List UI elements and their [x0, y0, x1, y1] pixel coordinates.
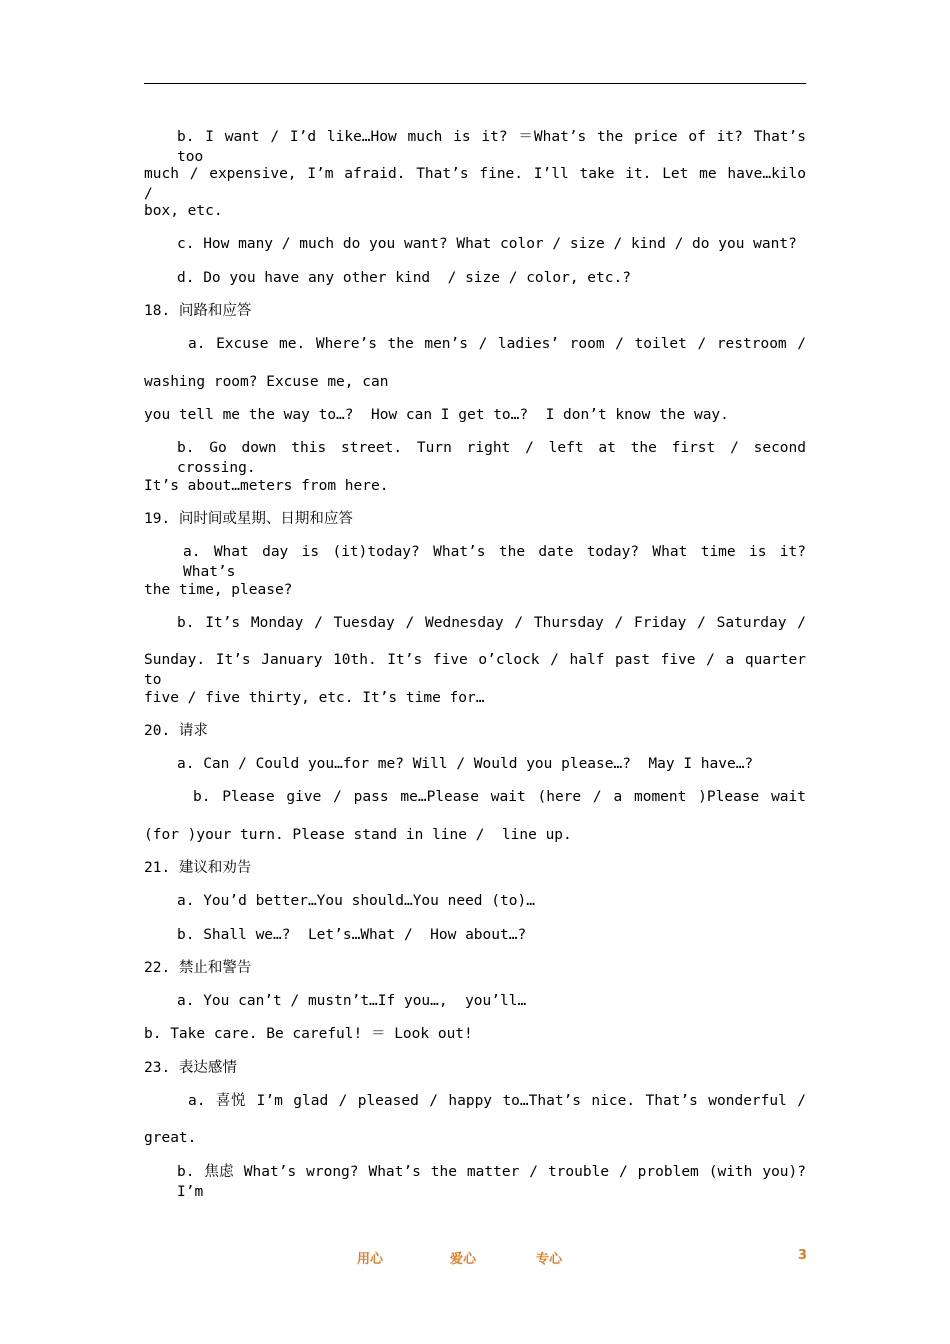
text-line: washing room? Excuse me, can [144, 374, 389, 390]
page-number: 3 [798, 1248, 808, 1263]
footer-item: 爱心 [450, 1252, 477, 1267]
text-line: a. Excuse me. Where’s the men’s / ladies’ room / toilet / restroom / [188, 336, 806, 352]
text-line: a. 喜悦 I’m glad / pleased / happy to…That’s nice. That’s wonderful / [188, 1093, 806, 1109]
text-line: (for )your turn. Please stand in line / line up. [144, 827, 572, 843]
text-line: b. Take care. Be careful! ＝ Look out! [144, 1026, 473, 1042]
text-line: b. Go down this street. Turn right / left at the first / second crossing. [177, 440, 806, 476]
text-line: b. Please give / pass me…Please wait (here / a moment )Please wait [193, 789, 806, 805]
text-line: b. Shall we…? Let’s…What / How about…? [177, 927, 527, 943]
section-heading: 20. 请求 [144, 723, 208, 739]
text-line: Sunday. It’s January 10th. It’s five o’clock / half past five / a quarter to [144, 652, 806, 688]
text-line: b. I want / I’d like…How much is it? ＝What’s the price of it? That’s too [177, 129, 806, 165]
section-heading: 19. 问时间或星期、日期和应答 [144, 511, 353, 527]
text-line: box, etc. [144, 203, 223, 219]
section-heading: 22. 禁止和警告 [144, 960, 252, 976]
footer-item: 专心 [536, 1252, 563, 1267]
header-rule [144, 83, 806, 84]
footer-item: 用心 [357, 1252, 384, 1267]
text-line: d. Do you have any other kind / size / color, etc.? [177, 270, 631, 286]
text-line: you tell me the way to…? How can I get to…? I don’t know the way. [144, 407, 729, 423]
text-line: great. [144, 1130, 197, 1146]
text-line: a. What day is (it)today? What’s the date today? What time is it? What’s [183, 544, 806, 580]
text-line: the time, please? [144, 582, 293, 598]
text-line: b. It’s Monday / Tuesday / Wednesday / Thursday / Friday / Saturday / [177, 615, 806, 631]
text-line: It’s about…meters from here. [144, 478, 389, 494]
text-line: b. 焦虑 What’s wrong? What’s the matter / trouble / problem (with you)? I’m [177, 1164, 806, 1200]
text-line: a. Can / Could you…for me? Will / Would you please…? May I have…? [177, 756, 754, 772]
text-line: much / expensive, I’m afraid. That’s fine. I’ll take it. Let me have…kilo / [144, 166, 806, 202]
text-line: c. How many / much do you want? What color / size / kind / do you want? [177, 236, 797, 252]
text-line: five / five thirty, etc. It’s time for… [144, 690, 485, 706]
section-heading: 21. 建议和劝告 [144, 860, 252, 876]
text-line: a. You’d better…You should…You need (to)… [177, 893, 535, 909]
section-heading: 23. 表达感情 [144, 1060, 237, 1076]
section-heading: 18. 问路和应答 [144, 303, 252, 319]
text-line: a. You can’t / mustn’t…If you…, you’ll… [177, 993, 527, 1009]
